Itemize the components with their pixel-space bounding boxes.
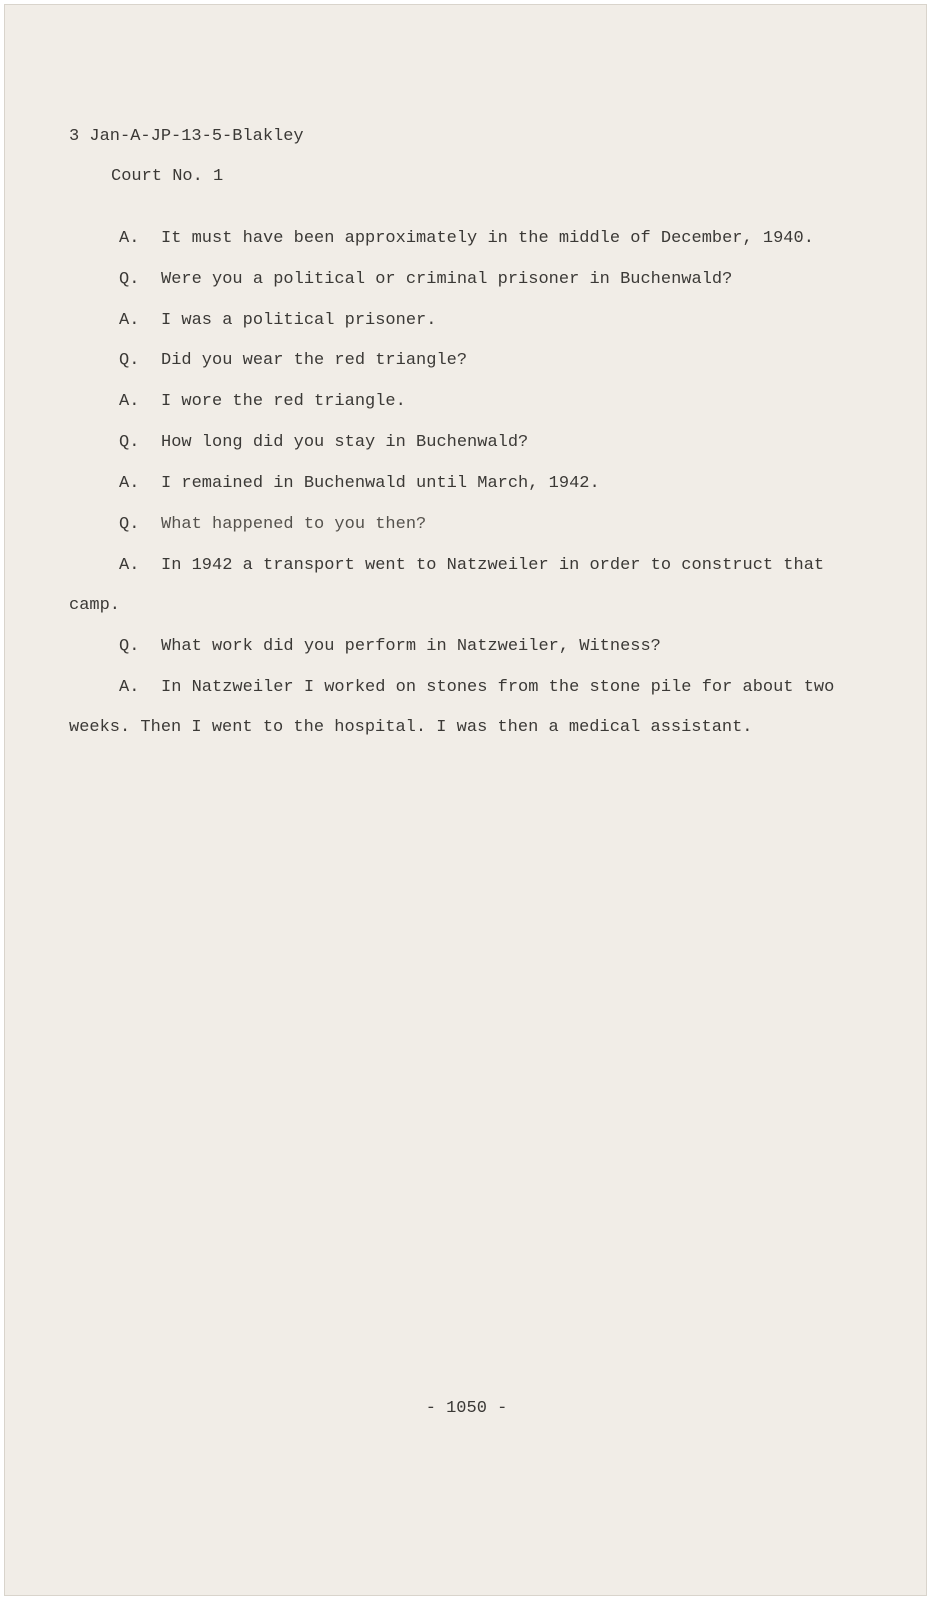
speaker-marker: A. [119, 474, 140, 493]
speaker-marker: Q. [119, 270, 140, 289]
speaker-marker: A. [119, 556, 140, 575]
transcript-line: Were you a political or criminal prisoner in Buchenwald? [161, 270, 733, 289]
transcript-continuation: weeks. Then I went to the hospital. I was then a medical assistant. [69, 718, 753, 737]
page-number: - 1050 - [425, 1399, 508, 1418]
speaker-marker: Q. [119, 637, 140, 656]
transcript-line: What happened to you then? [161, 515, 427, 534]
speaker-marker: A. [119, 678, 140, 697]
transcript-line: In 1942 a transport went to Natzweiler in order to construct that [161, 556, 825, 575]
speaker-marker: A. [119, 392, 140, 411]
transcript-line: In Natzweiler I worked on stones from the stone pile for about two [161, 678, 835, 697]
transcript-line: Did you wear the red triangle? [161, 351, 468, 370]
document-reference: 3 Jan-A-JP-13-5-Blakley [69, 127, 304, 146]
court-number: Court No. 1 [111, 167, 224, 186]
transcript-line: I wore the red triangle. [161, 392, 406, 411]
speaker-marker: A. [119, 229, 140, 248]
transcript-line: I was a political prisoner. [161, 311, 437, 330]
transcript-continuation: camp. [69, 596, 121, 615]
transcript-line: How long did you stay in Buchenwald? [161, 433, 529, 452]
transcript-line: What work did you perform in Natzweiler, Witness? [161, 637, 661, 656]
transcript-line: I remained in Buchenwald until March, 1942. [161, 474, 600, 493]
speaker-marker: Q. [119, 515, 140, 534]
document-page [4, 4, 927, 1596]
speaker-marker: A. [119, 311, 140, 330]
speaker-marker: Q. [119, 351, 140, 370]
speaker-marker: Q. [119, 433, 140, 452]
transcript-line: It must have been approximately in the middle of December, 1940. [161, 229, 814, 248]
